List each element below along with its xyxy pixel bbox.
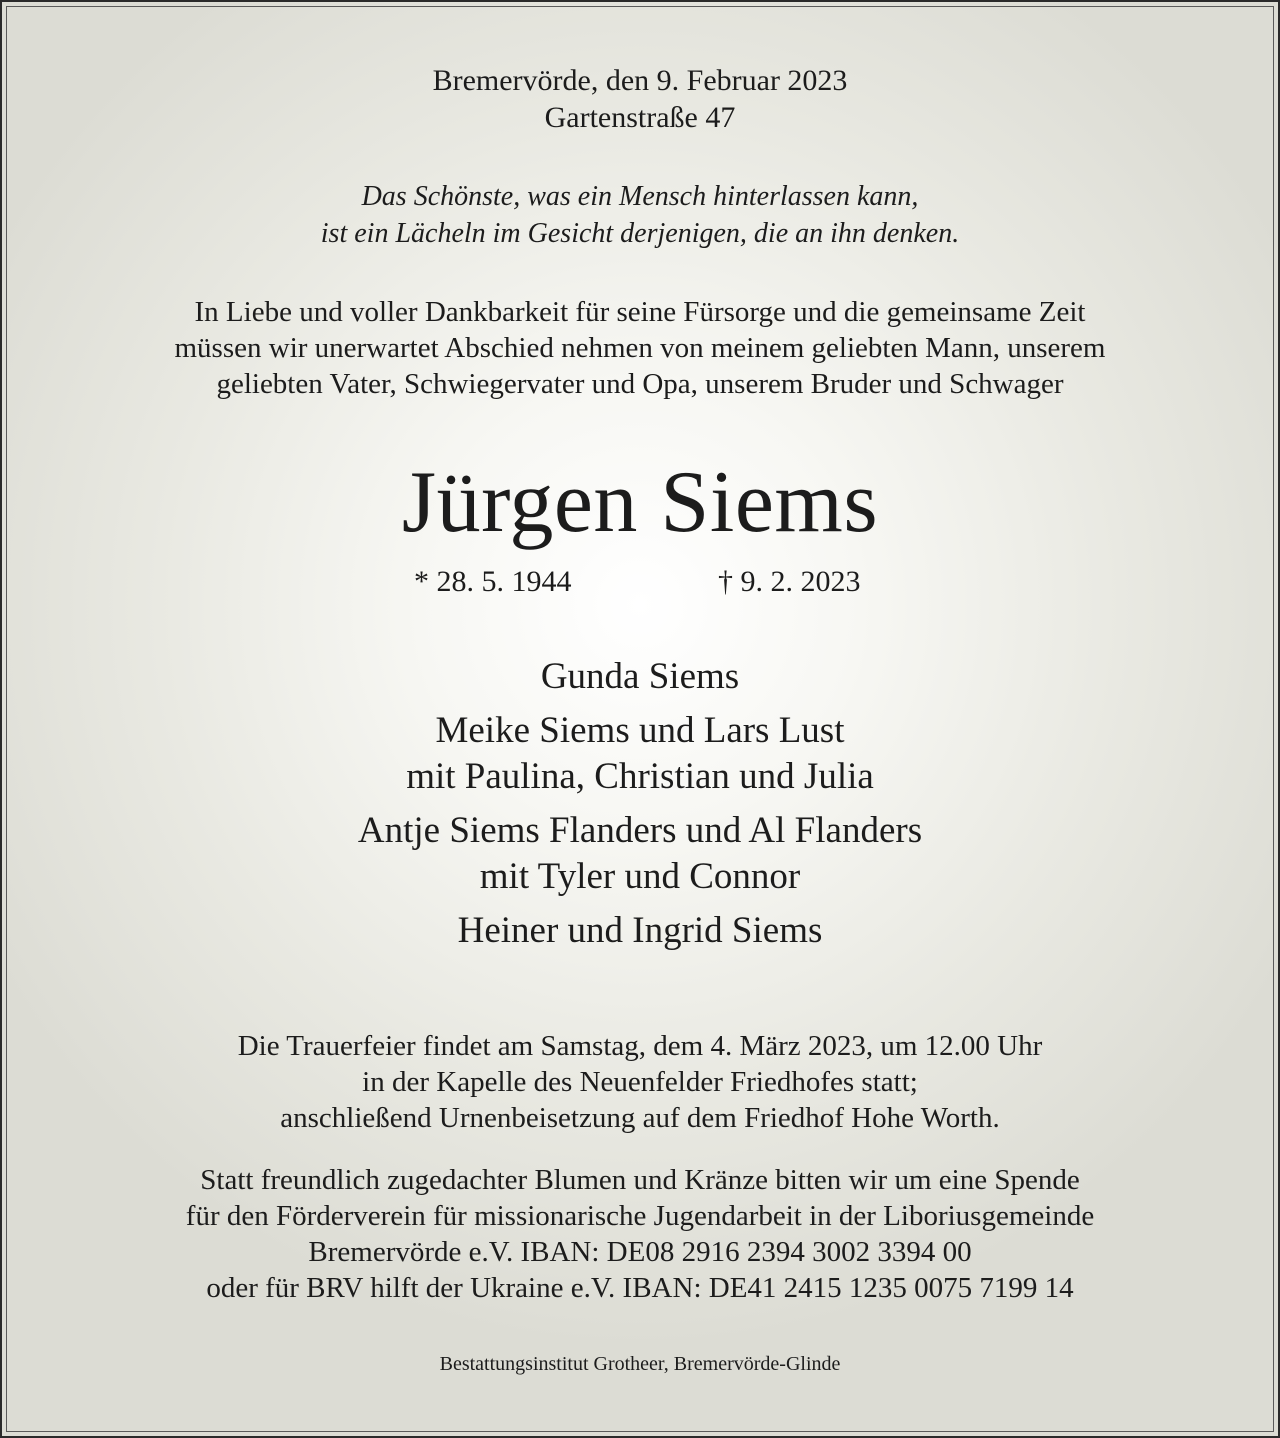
service-line: anschließend Urnenbeisetzung auf dem Friedhof Hohe Worth. bbox=[280, 1102, 1000, 1134]
farewell-line: In Liebe und voller Dankbarkeit für seine Fürsorge und die gemeinsame Zeit bbox=[194, 296, 1086, 328]
life-dates bbox=[2, 562, 1278, 602]
service-line: in der Kapelle des Neuenfelder Friedhofes statt; bbox=[362, 1066, 918, 1098]
address: Gartenstraße 47 bbox=[544, 101, 736, 134]
mourner-group bbox=[2, 908, 1278, 954]
farewell-line: geliebten Vater, Schwiegervater und Opa, unserem Bruder und Schwager bbox=[216, 368, 1064, 400]
death-date: † 9. 2. 2023 bbox=[718, 565, 861, 598]
place-date-address bbox=[2, 62, 1278, 136]
donation-iban: Bremervörde e.V. IBAN: DE08 2916 2394 3002 3394 00 bbox=[308, 1236, 972, 1268]
mourner-line: mit Paulina, Christian und Julia bbox=[406, 756, 874, 797]
service-line: Die Trauerfeier findet am Samstag, dem 4. März 2023, um 12.00 Uhr bbox=[237, 1030, 1043, 1062]
funeral-service-info bbox=[2, 1028, 1278, 1136]
mourner-line: Gunda Siems bbox=[540, 656, 740, 697]
memorial-quote bbox=[2, 178, 1278, 252]
mourner-group bbox=[2, 654, 1278, 700]
deceased-name: Jürgen Siems bbox=[401, 454, 879, 551]
funeral-home: Bestattungsinstitut Grotheer, Bremervörde-Glinde bbox=[439, 1353, 841, 1375]
donation-request bbox=[2, 1162, 1278, 1306]
mourner-group bbox=[2, 708, 1278, 800]
farewell-text bbox=[2, 294, 1278, 402]
mourners-list bbox=[2, 654, 1278, 962]
birth-date: * 28. 5. 1944 bbox=[414, 565, 572, 598]
mourner-line: Heiner und Ingrid Siems bbox=[457, 910, 823, 951]
quote-line: Das Schönste, was ein Mensch hinterlassen kann, bbox=[361, 181, 919, 212]
mourner-line: Antje Siems Flanders und Al Flanders bbox=[357, 810, 923, 851]
farewell-line: müssen wir unerwartet Abschied nehmen von meinem geliebten Mann, unserem bbox=[174, 332, 1106, 364]
donation-iban: oder für BRV hilft der Ukraine e.V. IBAN: DE41 2415 1235 0075 7199 14 bbox=[206, 1272, 1074, 1304]
mourner-group bbox=[2, 808, 1278, 900]
place-date: Bremervörde, den 9. Februar 2023 bbox=[432, 64, 848, 97]
donation-line: für den Förderverein für missionarische Jugendarbeit in der Liboriusgemeinde bbox=[185, 1200, 1095, 1232]
donation-line: Statt freundlich zugedachter Blumen und Kränze bitten wir um eine Spende bbox=[200, 1164, 1080, 1196]
mourner-line: Meike Siems und Lars Lust bbox=[435, 710, 845, 751]
mourner-line: mit Tyler und Connor bbox=[479, 856, 801, 897]
quote-line: ist ein Lächeln im Gesicht derjenigen, die an ihn denken. bbox=[320, 218, 960, 249]
